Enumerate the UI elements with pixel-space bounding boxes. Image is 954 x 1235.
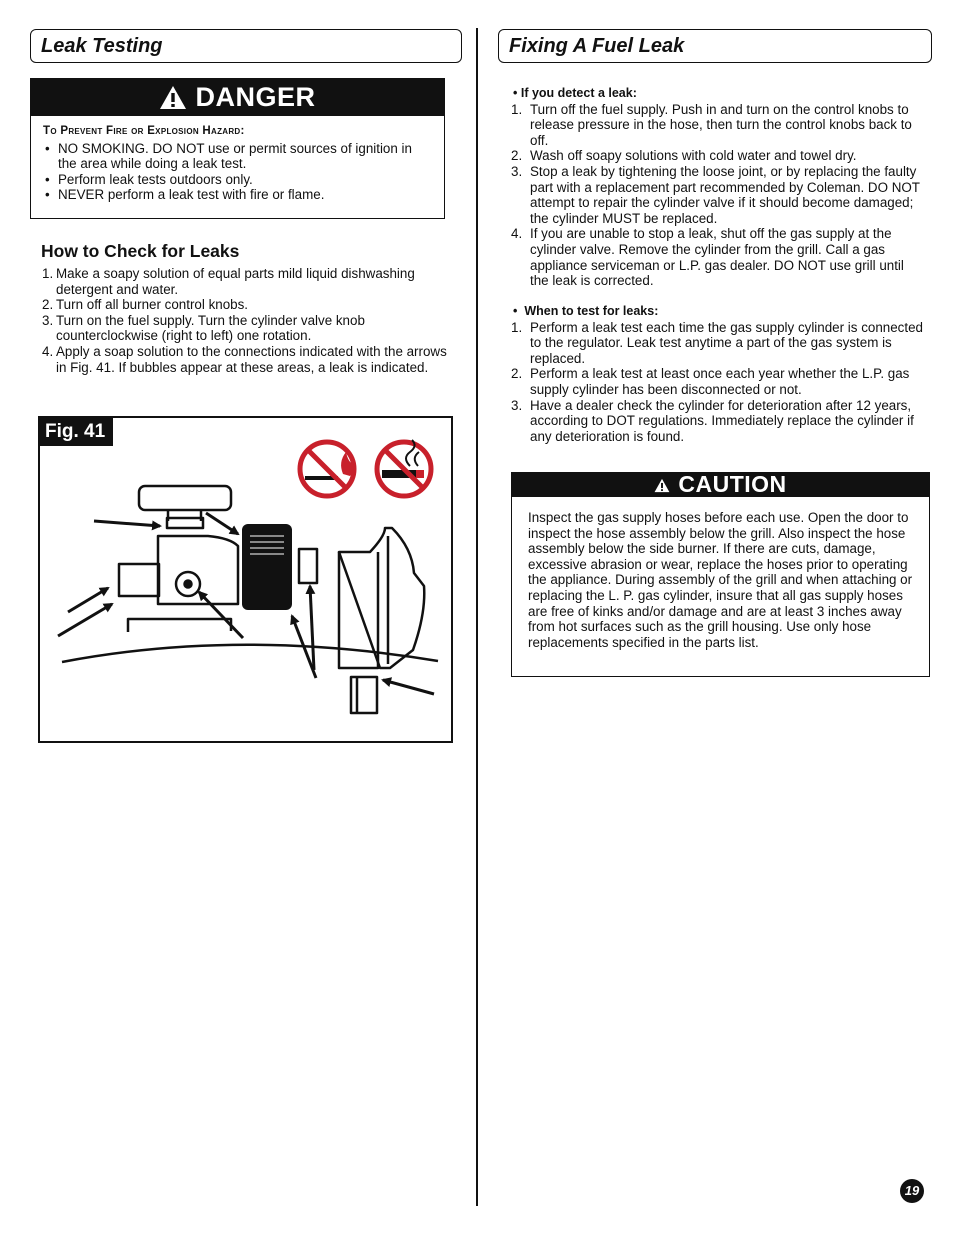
step-number: 3. [511, 397, 523, 413]
fixing-fuel-leak-header: Fixing A Fuel Leak [498, 29, 932, 63]
caution-text: Inspect the gas supply hoses before each use. Open the door to inspect the hose assembly below the grill. Also inspect the hose assembly below the side burner. If there are cuts, damage, excessive abrasion or wear, replace the hoses prior to operating the appliance. During assembly of the grill and when attaching or replacing the L. P. gas cylinder, insure that all gas supply hoses are free of kinks and/or damage and are at least 3 inches away from hot surfaces such as the grill housing. Use only hose replacements specified in the parts list. [528, 510, 913, 650]
list-item [42, 313, 447, 344]
list-item [511, 366, 926, 397]
step-text: Stop a leak by tightening the loose joint, or by replacing the faulty part with a replacement part recommended by Coleman. DO NOT attempt to repair the cylinder valve if it should become damaged; the cylinder MUST be replaced. [530, 163, 920, 226]
danger-bullet: • NEVER perform a leak test with fire or flame. [43, 187, 432, 203]
detect-leak-lead-text: If you detect a leak: [520, 86, 637, 100]
step-number: 1. [511, 319, 523, 335]
no-flame-icon [300, 442, 354, 496]
when-to-test-lead: • When to test for leaks: [513, 304, 659, 318]
figure-41 [38, 416, 453, 743]
step-number: 2. [42, 297, 54, 313]
danger-bullets [43, 141, 432, 203]
when-to-test-list [511, 320, 926, 445]
step-text: If you are unable to stop a leak, shut off the gas supply at the cylinder valve. Remove the cylinder from the grill. Call a gas appliance serviceman or L.P. gas dealer. DO NOT use grill until the leak is corrected. [530, 226, 904, 289]
hose-nut [242, 524, 292, 610]
detect-leak-section [511, 86, 926, 289]
caution-label: CAUTION [678, 471, 787, 498]
step-text: Have a dealer check the cylinder for deterioration after 12 years, according to DOT regulations. Immediately replace the cylinder if any deterioration is found. [530, 397, 914, 444]
step-number: 2. [511, 366, 523, 382]
check-leaks-heading: How to Check for Leaks [41, 241, 240, 261]
step-text: Turn off all burner control knobs. [56, 297, 249, 313]
step-text: Apply a soap solution to the connections indicated with the arrows in Fig. 41. If bubbles appear at these areas, a leak is indicated. [56, 343, 447, 375]
step-number: 1. [42, 266, 54, 281]
detect-leak-list [511, 102, 926, 289]
leak-testing-header: Leak Testing [30, 29, 462, 63]
list-item [511, 320, 926, 367]
step-text: Wash off soapy solutions with cold water and towel dry. [530, 148, 857, 164]
when-to-test-lead-text: When to test for leaks: [524, 304, 659, 318]
list-item [42, 344, 447, 375]
step-text: Turn on the fuel supply. Turn the cylinder valve knob counterclockwise (right to left) one rotation. [56, 312, 365, 344]
danger-box [30, 78, 445, 219]
step-text: Perform a leak test at least once each year whether the L.P. gas supply cylinder has been disconnected or not. [530, 366, 910, 397]
step-text: Turn off the fuel supply. Push in and turn on the control knobs to release pressure in the hose, then turn the control knobs back to off. [530, 101, 912, 148]
step-number: 2. [511, 148, 523, 164]
no-smoking-icon [377, 440, 431, 496]
danger-label: DANGER [195, 81, 316, 112]
page-number: 19 [900, 1179, 924, 1203]
list-item [42, 297, 447, 313]
danger-bullet: • NO SMOKING. DO NOT use or permit sources of ignition in the area while doing a leak test. [43, 141, 432, 172]
list-item [511, 164, 926, 226]
step-number: 3. [42, 312, 54, 328]
check-leaks-list [42, 266, 447, 375]
step-number: 4. [42, 343, 54, 359]
danger-body [31, 116, 444, 203]
step-number: 1. [511, 101, 523, 117]
warning-triangle-icon [654, 478, 670, 493]
caution-bar [512, 473, 929, 497]
list-item [511, 148, 926, 164]
danger-bar [31, 79, 444, 116]
list-item [511, 102, 926, 149]
warning-triangle-icon [159, 85, 187, 110]
valve-regulator-illustration [40, 418, 451, 741]
when-to-test-section [511, 304, 926, 444]
list-item [42, 266, 447, 297]
detect-leak-lead: • If you detect a leak: [513, 86, 637, 100]
step-number: 4. [511, 226, 523, 242]
danger-bullet: • Perform leak tests outdoors only. [43, 172, 432, 188]
column-divider [476, 28, 478, 1206]
step-text: Make a soapy solution of equal parts mild liquid dishwashing detergent and water. [56, 266, 415, 297]
list-item [511, 226, 926, 288]
danger-title: To Prevent Fire or Explosion Hazard: [43, 125, 245, 137]
step-number: 3. [511, 163, 523, 179]
step-text: Perform a leak test each time the gas supply cylinder is connected to the regulator. Leak test anytime a part of the gas system is replaced. [530, 319, 923, 366]
caution-box [511, 472, 930, 677]
list-item [511, 398, 926, 445]
figure-label: Fig. 41 [40, 418, 113, 446]
